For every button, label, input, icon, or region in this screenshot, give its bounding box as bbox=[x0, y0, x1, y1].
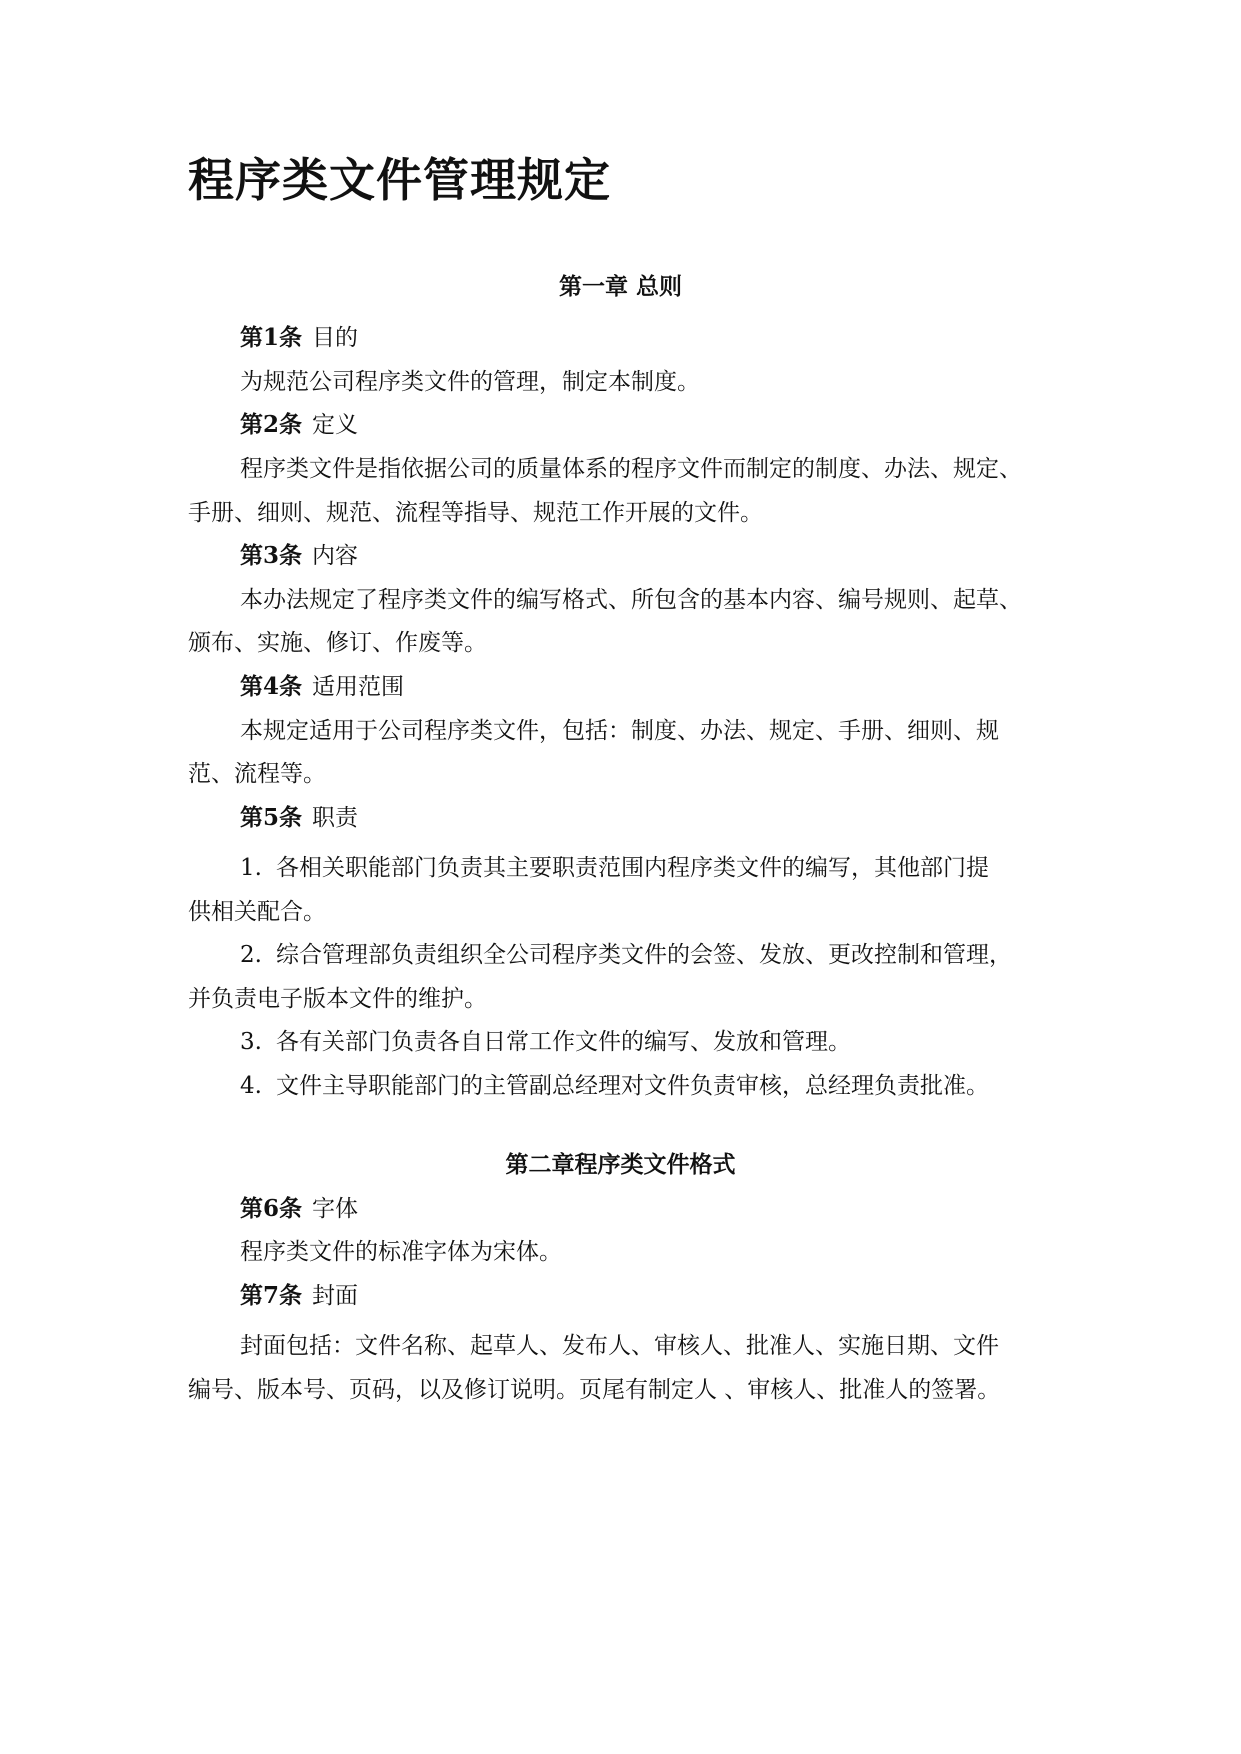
article-heading bbox=[240, 540, 358, 572]
list-item-number: 3. bbox=[240, 1029, 262, 1055]
article-number: 第7条 bbox=[240, 1282, 303, 1309]
article-number: 第6条 bbox=[240, 1195, 303, 1222]
paragraph-line: 为规范公司程序类文件的管理，制定本制度。 bbox=[240, 369, 700, 395]
article-number: 第3条 bbox=[240, 542, 303, 569]
paragraph-line: 颁布、实施、修订、作废等。 bbox=[188, 630, 487, 656]
list-item bbox=[240, 852, 989, 884]
paragraph-line: 范、流程等。 bbox=[188, 761, 326, 787]
article-number: 第4条 bbox=[240, 673, 303, 700]
article-title: 适用范围 bbox=[312, 674, 405, 700]
chapter-heading: 第一章 总则 bbox=[558, 273, 682, 300]
list-item-number: 1. bbox=[240, 855, 262, 881]
article-title: 职责 bbox=[312, 805, 359, 831]
article-number: 第5条 bbox=[240, 804, 303, 831]
list-item-text: 各有关部门负责各自日常工作文件的编写、发放和管理。 bbox=[275, 1029, 851, 1055]
document-title: 程序类文件管理规定 bbox=[188, 153, 611, 207]
article-number: 第1条 bbox=[240, 324, 303, 351]
article-heading bbox=[240, 1280, 358, 1312]
list-item bbox=[240, 1070, 989, 1102]
article-title: 目的 bbox=[312, 325, 359, 351]
article-heading bbox=[240, 802, 358, 834]
article-heading bbox=[240, 409, 358, 441]
paragraph-line: 封面包括：文件名称、起草人、发布人、审核人、批准人、实施日期、文件 bbox=[240, 1333, 999, 1359]
paragraph-line: 手册、细则、规范、流程等指导、规范工作开展的文件。 bbox=[188, 500, 763, 526]
article-title: 内容 bbox=[312, 543, 359, 569]
article-heading bbox=[240, 322, 358, 354]
list-item-text: 文件主导职能部门的主管副总经理对文件负责审核，总经理负责批准。 bbox=[275, 1073, 989, 1099]
article-title: 字体 bbox=[312, 1196, 359, 1222]
list-item-number: 4. bbox=[240, 1073, 262, 1099]
list-item bbox=[240, 1026, 851, 1058]
list-item-text: 综合管理部负责组织全公司程序类文件的会签、发放、更改控制和管理， bbox=[275, 942, 1012, 968]
list-item-continuation: 并负责电子版本文件的维护。 bbox=[188, 986, 487, 1012]
paragraph-line: 本规定适用于公司程序类文件，包括：制度、办法、规定、手册、细则、规 bbox=[240, 718, 999, 744]
paragraph-line: 程序类文件的标准字体为宋体。 bbox=[240, 1239, 562, 1265]
paragraph-line: 编号、版本号、页码，以及修订说明。页尾有制定人 、审核人、批准人的签署。 bbox=[188, 1377, 1001, 1403]
article-heading bbox=[240, 1193, 358, 1225]
list-item-continuation: 供相关配合。 bbox=[188, 899, 326, 925]
article-title: 封面 bbox=[312, 1283, 359, 1309]
list-item-number: 2. bbox=[240, 942, 262, 968]
paragraph-line: 本办法规定了程序类文件的编写格式、所包含的基本内容、编号规则、起草、 bbox=[240, 587, 1022, 613]
article-title: 定义 bbox=[312, 412, 359, 438]
list-item bbox=[240, 939, 1012, 971]
article-heading bbox=[240, 671, 404, 703]
paragraph-line: 程序类文件是指依据公司的质量体系的程序文件而制定的制度、办法、规定、 bbox=[240, 456, 1022, 482]
article-number: 第2条 bbox=[240, 411, 303, 438]
chapter-heading: 第二章程序类文件格式 bbox=[505, 1151, 736, 1178]
list-item-text: 各相关职能部门负责其主要职责范围内程序类文件的编写，其他部门提 bbox=[275, 855, 989, 881]
